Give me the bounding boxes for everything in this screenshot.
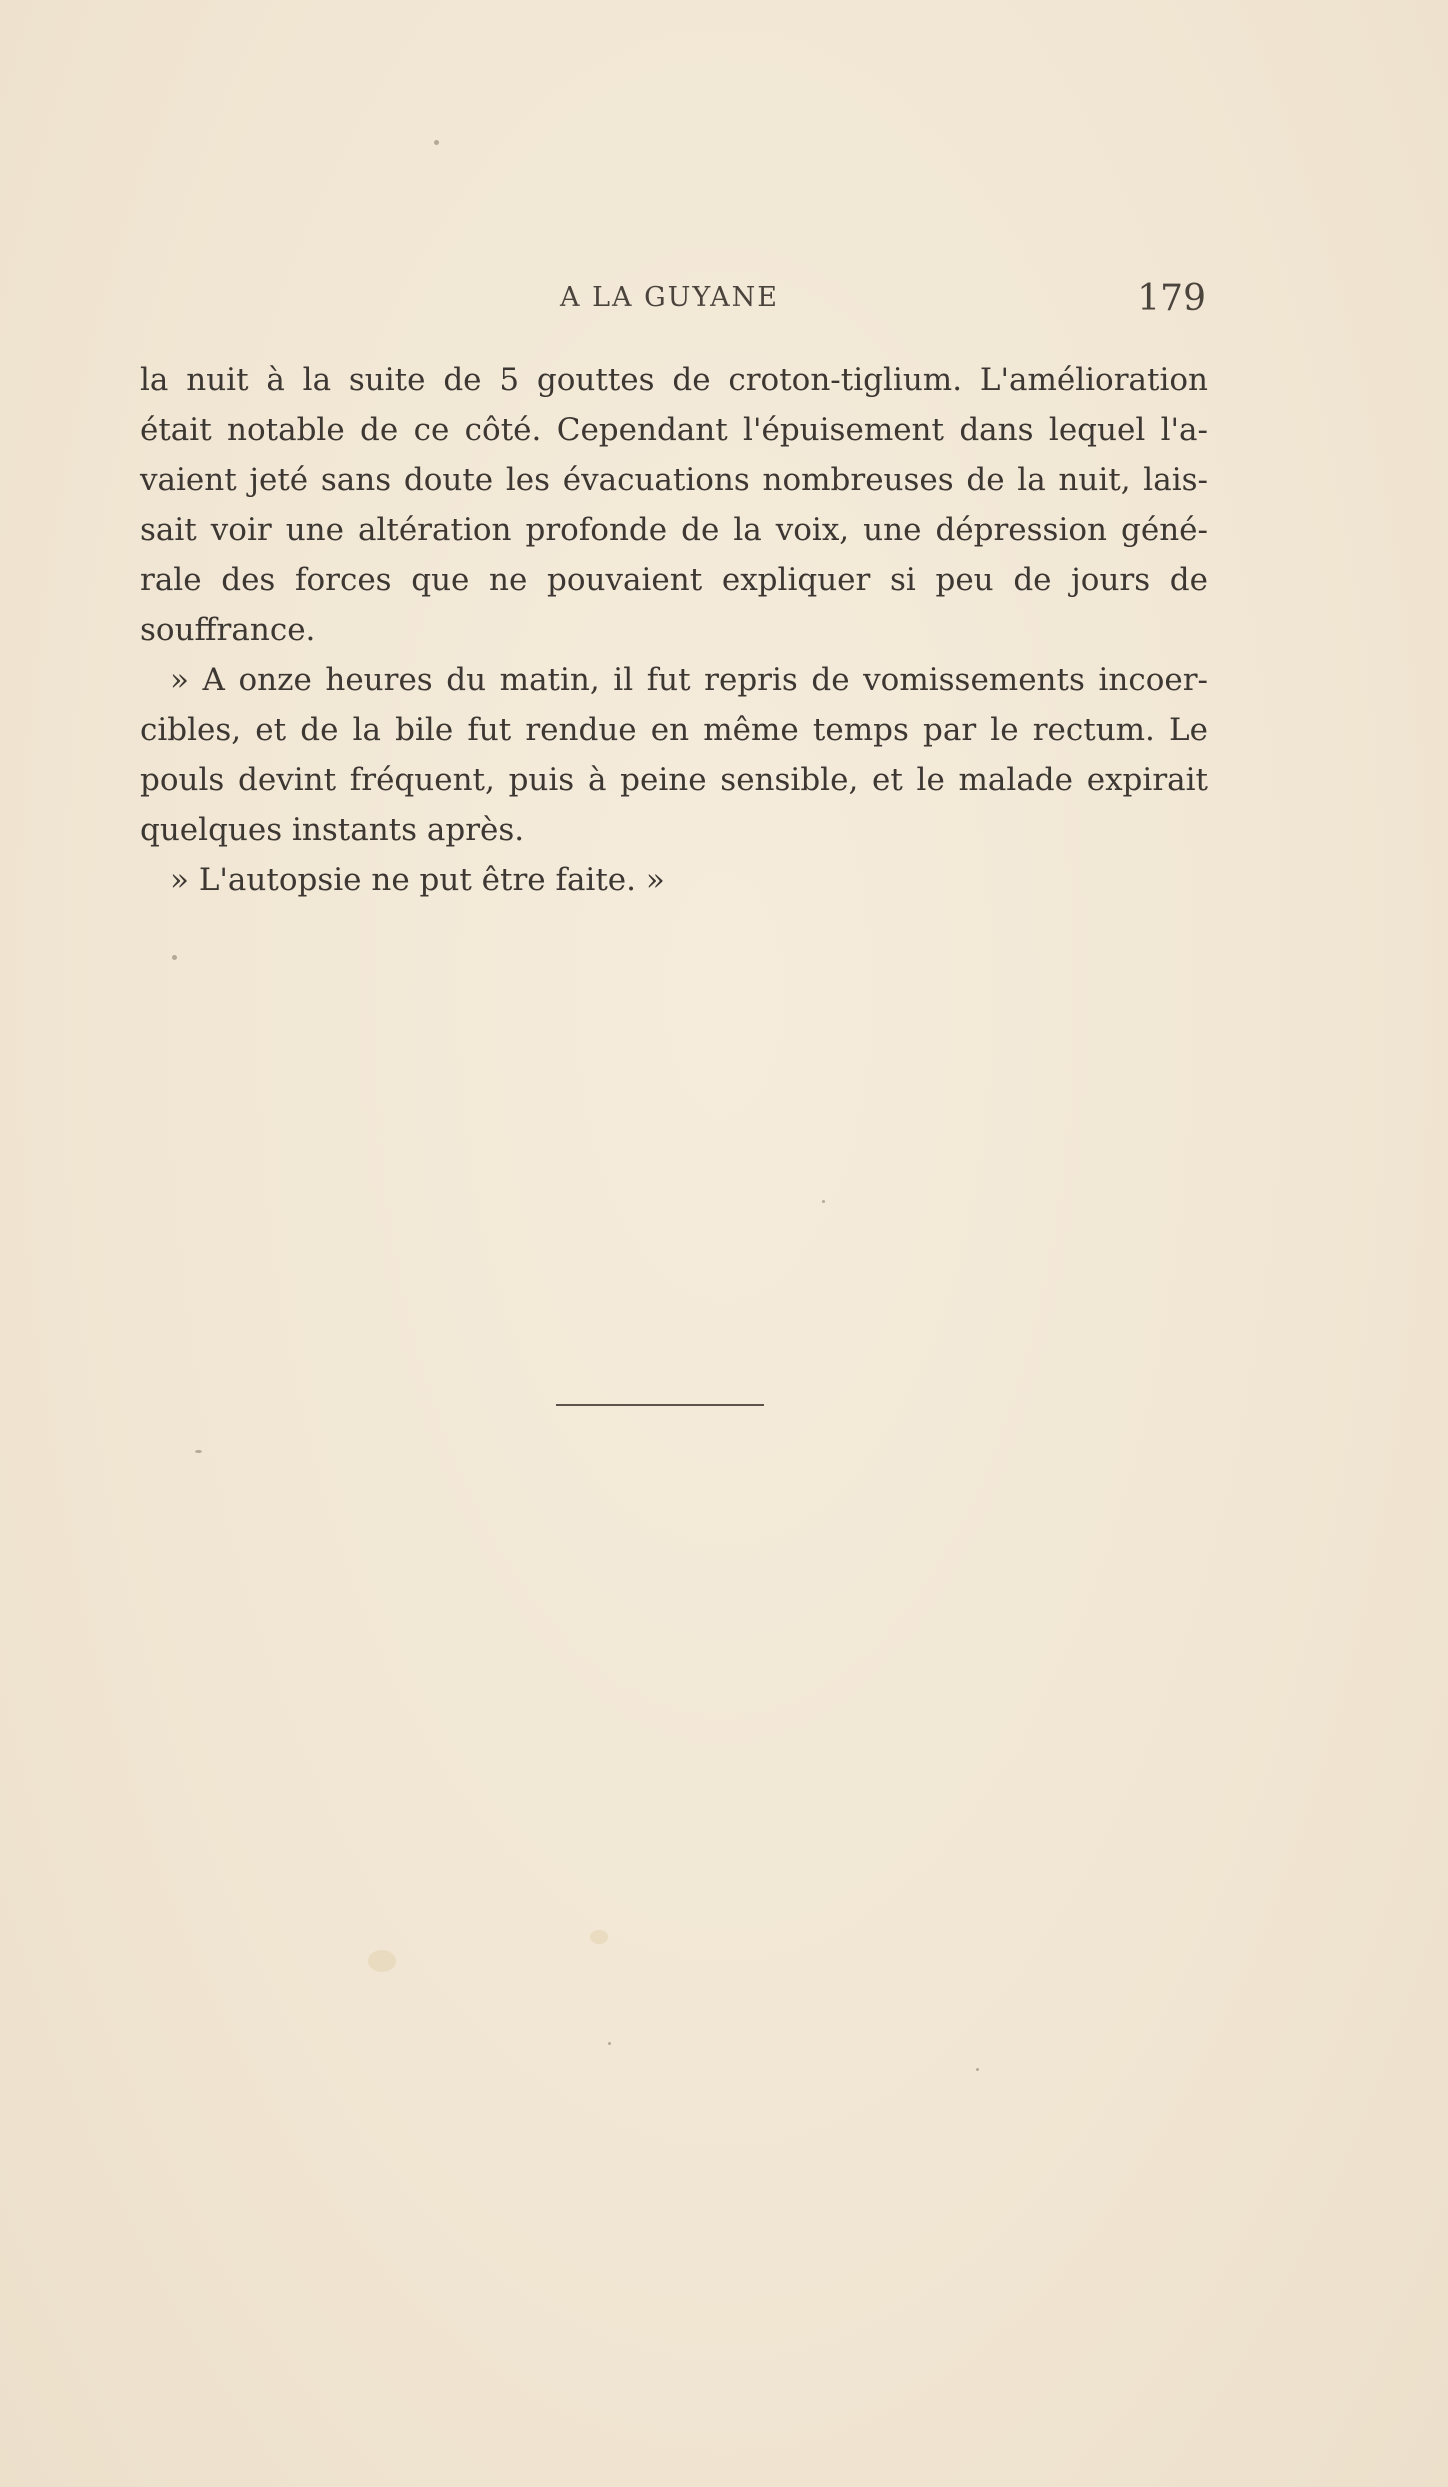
paragraph-1: la nuit à la suite de 5 gouttes de croton-tiglium. L'amélioration était notable de ce côté. Cependant l'épuisement dans lequel l'a-vaient jeté sans doute les évacuations nombreuses de la nuit, lais-sait voir une altération profonde de la voix, une dépression géné-rale des forces que ne pouvaient expliquer si peu de jours de souffrance. xyxy=(140,362,1208,648)
paragraph-3: » L'autopsie ne put être faite. » xyxy=(170,862,665,898)
paragraph-2: » A onze heures du matin, il fut repris de vomissements incoer-cibles, et de la bile fut rendue en même temps par le rectum. Le pouls devint fréquent, puis à peine sensible, et le malade expirait quelques instants après. xyxy=(140,662,1208,848)
page-number: 179 xyxy=(1137,278,1206,319)
paper-speck xyxy=(195,1450,202,1453)
paper-stain xyxy=(368,1950,396,1972)
body-text xyxy=(140,355,1208,905)
paper-speck xyxy=(822,1200,825,1203)
end-rule xyxy=(556,1404,764,1406)
paper-stain xyxy=(590,1930,608,1944)
paper-speck xyxy=(172,955,177,960)
paper-speck xyxy=(608,2042,611,2045)
paper-speck xyxy=(434,140,439,145)
running-title: A LA GUYANE xyxy=(560,282,779,313)
paper-speck xyxy=(976,2068,979,2071)
page-header xyxy=(140,278,1220,328)
